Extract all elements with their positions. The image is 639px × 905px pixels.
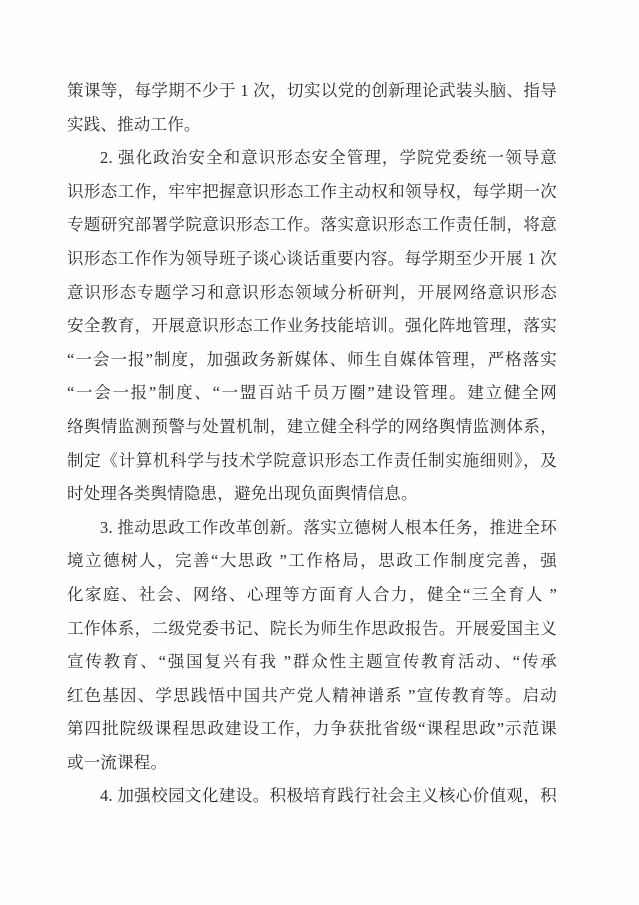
text-line: 制定《计算机科学与技术学院意识形态工作责任制实施细则》，及 [67, 450, 557, 470]
text-line: 时处理各类舆情隐患，避免出现负面舆情信息。 [67, 484, 418, 504]
text-line: 意识形态专题学习和意识形态领域分析研判，开展网络意识形态 [67, 282, 557, 302]
text-line: 安全教育，开展意识形态工作业务技能培训。强化阵地管理，落实 [67, 316, 557, 336]
document-text-block [67, 74, 557, 813]
text-line-paragraph-2-start: 2. 强化政治安全和意识形态安全管理，学院党委统一领导意 [100, 148, 557, 168]
text-line: 境立德树人，完善“大思政 ”工作格局，思政工作制度完善，强 [67, 551, 557, 571]
text-line: 识形态工作作为领导班子谈心谈话重要内容。每学期至少开展 1 次 [67, 248, 557, 268]
text-line: 识形态工作，牢牢把握意识形态工作主动权和领导权，每学期一次 [67, 181, 557, 201]
text-line: 策课等，每学期不少于 1 次，切实以党的创新理论武装头脑、指导 [67, 81, 557, 100]
text-line: 或一流课程。 [67, 752, 168, 772]
text-line: 专题研究部署学院意识形态工作。落实意识形态工作责任制，将意 [67, 215, 557, 235]
text-line: 红色基因、学思践悟中国共产党人精神谱系 ”宣传教育等。启动 [67, 685, 557, 705]
text-line: 络舆情监测预警与处置机制，建立健全科学的网络舆情监测体系， [67, 416, 557, 436]
text-line: 实践、推动工作。 [67, 114, 201, 134]
text-line: 宣传教育、“强国复兴有我 ”群众性主题宣传教育活动、“传承 [67, 652, 557, 672]
text-line: 化家庭、社会、网络、心理等方面育人合力，健全“三全育人 ” [67, 584, 557, 604]
text-line: 工作体系，二级党委书记、院长为师生作思政报告。开展爱国主义 [67, 618, 557, 638]
text-line: 第四批院级课程思政建设工作，力争获批省级“课程思政”示范课 [67, 719, 557, 739]
text-line-paragraph-4-start: 4. 加强校园文化建设。积极培育践行社会主义核心价值观，积 [100, 786, 557, 806]
text-line-paragraph-3-start: 3. 推动思政工作改革创新。落实立德树人根本任务，推进全环 [100, 517, 557, 537]
text-line: “一会一报”制度、“一盟百站千员万圈”建设管理。建立健全网 [67, 383, 557, 403]
text-line: “一会一报”制度，加强政务新媒体、师生自媒体管理，严格落实 [67, 349, 557, 369]
